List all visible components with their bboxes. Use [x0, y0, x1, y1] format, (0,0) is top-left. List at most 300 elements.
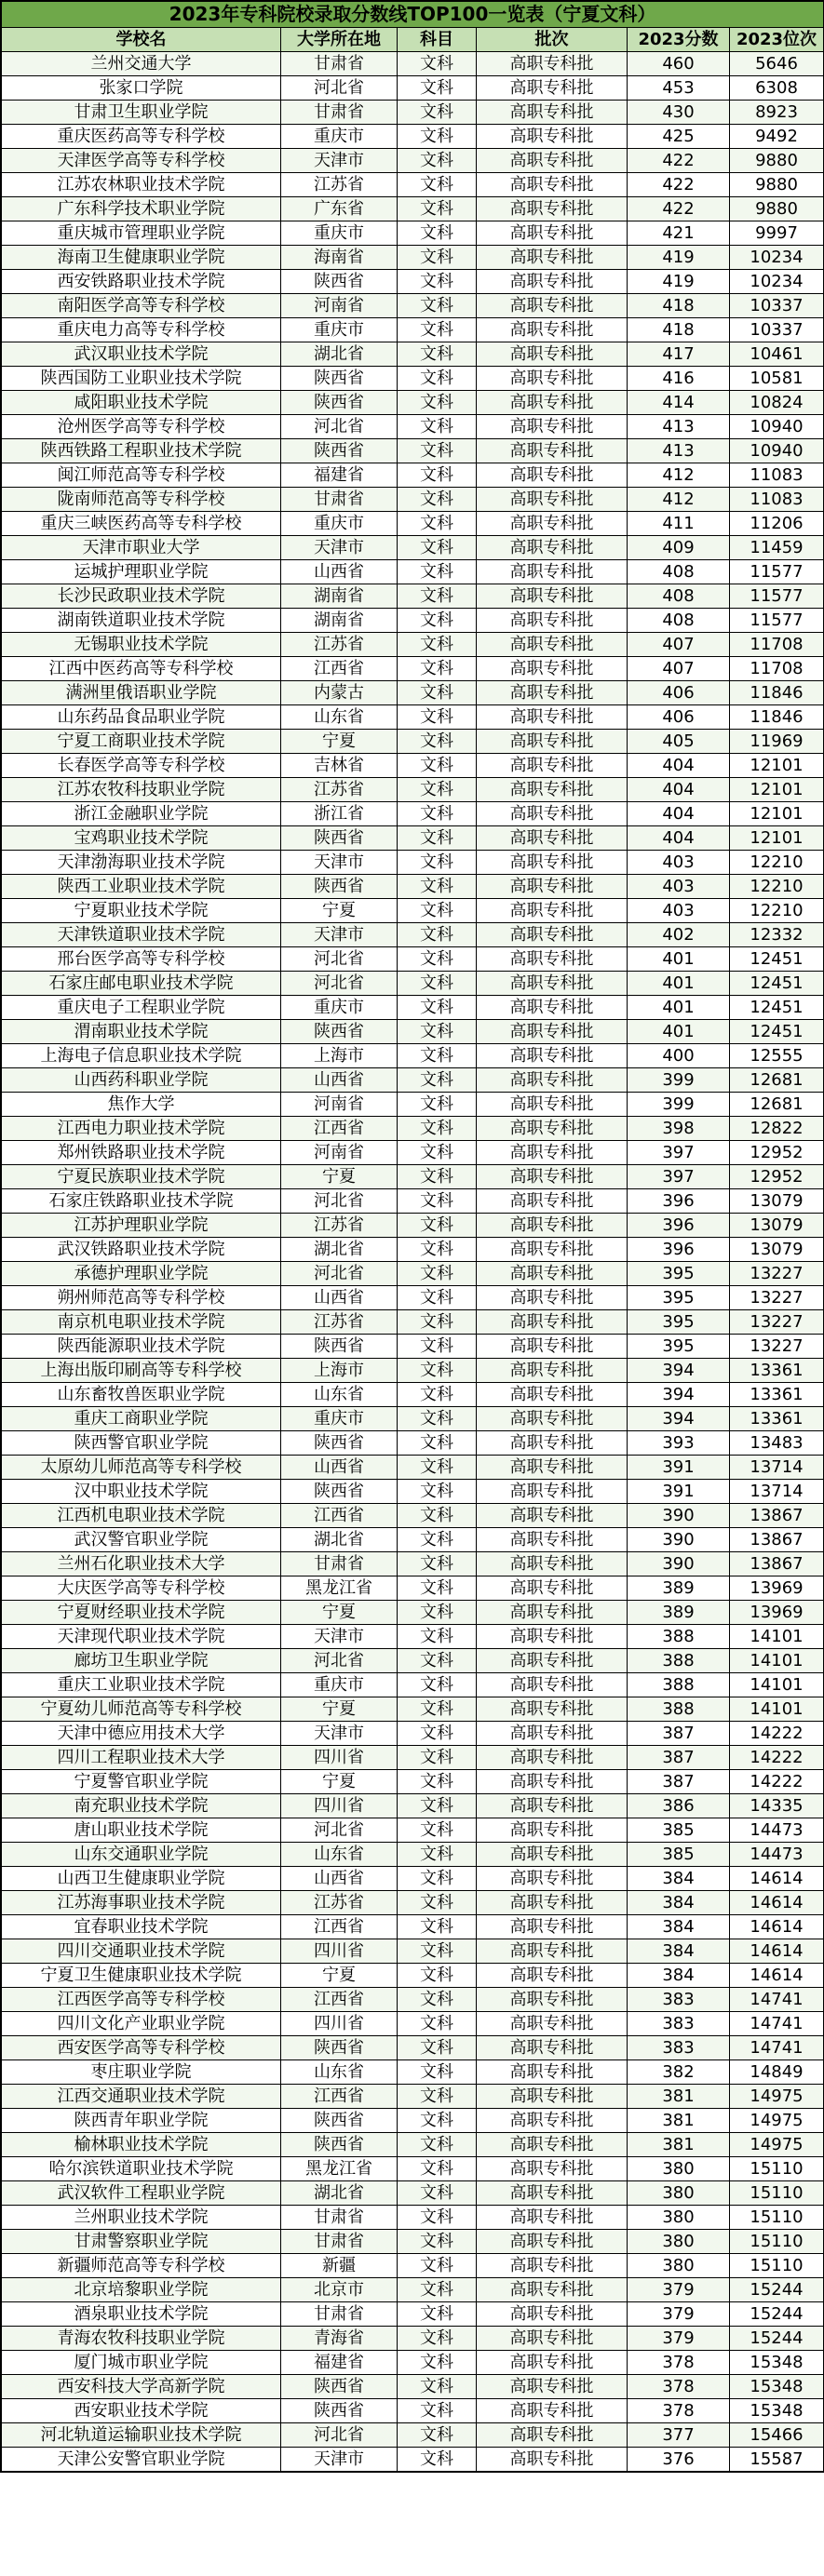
- rank-cell: 12681: [730, 1068, 824, 1093]
- batch-cell: 高职专科批: [477, 1189, 628, 1214]
- subject-cell: 文科: [398, 415, 477, 439]
- rank-cell: 9997: [730, 221, 824, 246]
- rank-cell: 13969: [730, 1601, 824, 1625]
- batch-cell: 高职专科批: [477, 1480, 628, 1504]
- score-cell: 408: [628, 560, 730, 584]
- location-cell: 湖北省: [281, 1528, 398, 1552]
- batch-cell: 高职专科批: [477, 2254, 628, 2278]
- school-name-cell: 山西卫生健康职业学院: [2, 1867, 281, 1891]
- score-cell: 384: [628, 1964, 730, 1988]
- batch-cell: 高职专科批: [477, 367, 628, 391]
- batch-cell: 高职专科批: [477, 2278, 628, 2302]
- rank-cell: 11846: [730, 705, 824, 730]
- subject-cell: 文科: [398, 1165, 477, 1189]
- rank-cell: 12210: [730, 899, 824, 923]
- location-cell: 陕西省: [281, 875, 398, 899]
- subject-cell: 文科: [398, 2448, 477, 2472]
- subject-cell: 文科: [398, 657, 477, 681]
- subject-cell: 文科: [398, 705, 477, 730]
- rank-cell: 9492: [730, 125, 824, 149]
- rank-cell: 11083: [730, 463, 824, 488]
- school-name-cell: 沧州医学高等专科学校: [2, 415, 281, 439]
- school-name-cell: 兰州交通大学: [2, 52, 281, 76]
- batch-cell: 高职专科批: [477, 1359, 628, 1383]
- subject-cell: 文科: [398, 52, 477, 76]
- batch-cell: 高职专科批: [477, 2375, 628, 2399]
- table-row: [2, 2302, 824, 2327]
- rank-cell: 13361: [730, 1407, 824, 1431]
- location-cell: 陕西省: [281, 1431, 398, 1456]
- table-row: [2, 875, 824, 899]
- location-cell: 重庆市: [281, 1407, 398, 1431]
- batch-cell: 高职专科批: [477, 52, 628, 76]
- batch-cell: 高职专科批: [477, 512, 628, 536]
- table-row: [2, 149, 824, 173]
- batch-cell: 高职专科批: [477, 1625, 628, 1649]
- subject-cell: 文科: [398, 2423, 477, 2448]
- batch-cell: 高职专科批: [477, 1310, 628, 1335]
- school-name-cell: 承德护理职业学院: [2, 1262, 281, 1286]
- table-row: [2, 1214, 824, 1238]
- table-row: [2, 246, 824, 270]
- location-cell: 河北省: [281, 972, 398, 996]
- score-cell: 393: [628, 1431, 730, 1456]
- location-cell: 江苏省: [281, 173, 398, 197]
- school-name-cell: 武汉职业技术学院: [2, 342, 281, 367]
- batch-cell: 高职专科批: [477, 1093, 628, 1117]
- location-cell: 江西省: [281, 1117, 398, 1141]
- batch-cell: 高职专科批: [477, 101, 628, 125]
- score-table: [1, 1, 824, 2472]
- rank-cell: 12101: [730, 778, 824, 802]
- score-cell: 406: [628, 681, 730, 705]
- school-name-cell: 江西机电职业技术学院: [2, 1504, 281, 1528]
- batch-cell: 高职专科批: [477, 2085, 628, 2109]
- location-cell: 宁夏: [281, 730, 398, 754]
- rank-cell: 11459: [730, 536, 824, 560]
- header-location: 大学所在地: [281, 28, 398, 52]
- rank-cell: 11708: [730, 657, 824, 681]
- table-row: [2, 318, 824, 342]
- subject-cell: 文科: [398, 2327, 477, 2351]
- batch-cell: 高职专科批: [477, 875, 628, 899]
- subject-cell: 文科: [398, 1359, 477, 1383]
- location-cell: 浙江省: [281, 802, 398, 826]
- location-cell: 湖南省: [281, 584, 398, 609]
- batch-cell: 高职专科批: [477, 1335, 628, 1359]
- batch-cell: 高职专科批: [477, 2036, 628, 2060]
- batch-cell: 高职专科批: [477, 2206, 628, 2230]
- location-cell: 江西省: [281, 2085, 398, 2109]
- score-cell: 396: [628, 1189, 730, 1214]
- location-cell: 江西省: [281, 657, 398, 681]
- rank-cell: 15110: [730, 2230, 824, 2254]
- rank-cell: 15348: [730, 2375, 824, 2399]
- score-cell: 386: [628, 1794, 730, 1818]
- school-name-cell: 宝鸡职业技术学院: [2, 826, 281, 851]
- table-row: [2, 1552, 824, 1576]
- school-name-cell: 重庆电子工程职业学院: [2, 996, 281, 1020]
- score-cell: 396: [628, 1214, 730, 1238]
- subject-cell: 文科: [398, 633, 477, 657]
- school-name-cell: 南充职业技术学院: [2, 1794, 281, 1818]
- table-row: [2, 1504, 824, 1528]
- location-cell: 黑龙江省: [281, 2157, 398, 2181]
- location-cell: 湖北省: [281, 1238, 398, 1262]
- score-cell: 398: [628, 1117, 730, 1141]
- subject-cell: 文科: [398, 802, 477, 826]
- subject-cell: 文科: [398, 1649, 477, 1673]
- rank-cell: 15110: [730, 2181, 824, 2206]
- score-cell: 407: [628, 633, 730, 657]
- school-name-cell: 湖南铁道职业技术学院: [2, 609, 281, 633]
- location-cell: 海南省: [281, 246, 398, 270]
- table-row: [2, 52, 824, 76]
- table-row: [2, 1673, 824, 1697]
- table-row: [2, 2375, 824, 2399]
- table-row: [2, 996, 824, 1020]
- rank-cell: 13079: [730, 1214, 824, 1238]
- rank-cell: 14101: [730, 1649, 824, 1673]
- location-cell: 陕西省: [281, 2133, 398, 2157]
- batch-cell: 高职专科批: [477, 1722, 628, 1746]
- batch-cell: 高职专科批: [477, 1456, 628, 1480]
- score-cell: 387: [628, 1722, 730, 1746]
- location-cell: 江苏省: [281, 1891, 398, 1915]
- score-cell: 421: [628, 221, 730, 246]
- location-cell: 湖南省: [281, 609, 398, 633]
- batch-cell: 高职专科批: [477, 415, 628, 439]
- school-name-cell: 新疆师范高等专科学校: [2, 2254, 281, 2278]
- table-row: [2, 778, 824, 802]
- school-name-cell: 大庆医学高等专科学校: [2, 1576, 281, 1601]
- batch-cell: 高职专科批: [477, 1504, 628, 1528]
- score-cell: 383: [628, 2036, 730, 2060]
- batch-cell: 高职专科批: [477, 899, 628, 923]
- school-name-cell: 宁夏卫生健康职业技术学院: [2, 1964, 281, 1988]
- subject-cell: 文科: [398, 512, 477, 536]
- table-row: [2, 197, 824, 221]
- score-cell: 378: [628, 2351, 730, 2375]
- location-cell: 江苏省: [281, 1310, 398, 1335]
- rank-cell: 10824: [730, 391, 824, 415]
- school-name-cell: 武汉铁路职业技术学院: [2, 1238, 281, 1262]
- score-cell: 387: [628, 1770, 730, 1794]
- location-cell: 宁夏: [281, 1770, 398, 1794]
- score-cell: 401: [628, 1020, 730, 1044]
- rank-cell: 13227: [730, 1335, 824, 1359]
- subject-cell: 文科: [398, 1117, 477, 1141]
- subject-cell: 文科: [398, 1697, 477, 1722]
- batch-cell: 高职专科批: [477, 560, 628, 584]
- rank-cell: 13969: [730, 1576, 824, 1601]
- subject-cell: 文科: [398, 221, 477, 246]
- school-name-cell: 天津公安警官职业学院: [2, 2448, 281, 2472]
- subject-cell: 文科: [398, 1891, 477, 1915]
- table-row: [2, 2036, 824, 2060]
- header-row: [2, 28, 824, 52]
- rank-cell: 10581: [730, 367, 824, 391]
- batch-cell: 高职专科批: [477, 1214, 628, 1238]
- subject-cell: 文科: [398, 318, 477, 342]
- batch-cell: 高职专科批: [477, 1528, 628, 1552]
- subject-cell: 文科: [398, 2399, 477, 2423]
- table-row: [2, 2448, 824, 2472]
- table-row: [2, 2327, 824, 2351]
- location-cell: 河北省: [281, 1649, 398, 1673]
- school-name-cell: 四川文化产业职业学院: [2, 2012, 281, 2036]
- location-cell: 河南省: [281, 1093, 398, 1117]
- location-cell: 山西省: [281, 1286, 398, 1310]
- batch-cell: 高职专科批: [477, 1552, 628, 1576]
- subject-cell: 文科: [398, 1673, 477, 1697]
- subject-cell: 文科: [398, 875, 477, 899]
- subject-cell: 文科: [398, 488, 477, 512]
- score-cell: 390: [628, 1504, 730, 1528]
- rank-cell: 14614: [730, 1964, 824, 1988]
- batch-cell: 高职专科批: [477, 1673, 628, 1697]
- table-row: [2, 1141, 824, 1165]
- subject-cell: 文科: [398, 1189, 477, 1214]
- batch-cell: 高职专科批: [477, 1068, 628, 1093]
- subject-cell: 文科: [398, 2351, 477, 2375]
- subject-cell: 文科: [398, 2302, 477, 2327]
- batch-cell: 高职专科批: [477, 2133, 628, 2157]
- table-row: [2, 1117, 824, 1141]
- table-row: [2, 221, 824, 246]
- score-cell: 399: [628, 1068, 730, 1093]
- subject-cell: 文科: [398, 1843, 477, 1867]
- score-cell: 382: [628, 2060, 730, 2085]
- table-row: [2, 1310, 824, 1335]
- batch-cell: 高职专科批: [477, 2448, 628, 2472]
- score-cell: 379: [628, 2302, 730, 2327]
- table-row: [2, 1431, 824, 1456]
- batch-cell: 高职专科批: [477, 76, 628, 101]
- batch-cell: 高职专科批: [477, 488, 628, 512]
- location-cell: 河南省: [281, 294, 398, 318]
- school-name-cell: 江西电力职业技术学院: [2, 1117, 281, 1141]
- location-cell: 河北省: [281, 76, 398, 101]
- rank-cell: 14222: [730, 1722, 824, 1746]
- table-row: [2, 2351, 824, 2375]
- table-row: [2, 367, 824, 391]
- location-cell: 山西省: [281, 1867, 398, 1891]
- school-name-cell: 西安职业技术学院: [2, 2399, 281, 2423]
- table-row: [2, 1891, 824, 1915]
- table-row: [2, 754, 824, 778]
- school-name-cell: 榆林职业技术学院: [2, 2133, 281, 2157]
- score-cell: 408: [628, 609, 730, 633]
- school-name-cell: 宜春职业技术学院: [2, 1915, 281, 1939]
- school-name-cell: 西安医学高等专科学校: [2, 2036, 281, 2060]
- school-name-cell: 重庆三峡医药高等专科学校: [2, 512, 281, 536]
- location-cell: 河北省: [281, 947, 398, 972]
- subject-cell: 文科: [398, 1915, 477, 1939]
- table-row: [2, 1867, 824, 1891]
- batch-cell: 高职专科批: [477, 246, 628, 270]
- table-row: [2, 342, 824, 367]
- school-name-cell: 宁夏警官职业学院: [2, 1770, 281, 1794]
- table-row: [2, 802, 824, 826]
- score-cell: 396: [628, 1238, 730, 1262]
- rank-cell: 14222: [730, 1770, 824, 1794]
- rank-cell: 12101: [730, 802, 824, 826]
- batch-cell: 高职专科批: [477, 996, 628, 1020]
- rank-cell: 12451: [730, 972, 824, 996]
- school-name-cell: 江西交通职业技术学院: [2, 2085, 281, 2109]
- rank-cell: 13714: [730, 1480, 824, 1504]
- batch-cell: 高职专科批: [477, 1407, 628, 1431]
- location-cell: 重庆市: [281, 1673, 398, 1697]
- rank-cell: 10234: [730, 270, 824, 294]
- subject-cell: 文科: [398, 1262, 477, 1286]
- batch-cell: 高职专科批: [477, 1262, 628, 1286]
- score-cell: 378: [628, 2375, 730, 2399]
- score-cell: 384: [628, 1867, 730, 1891]
- table-row: [2, 633, 824, 657]
- table-row: [2, 2254, 824, 2278]
- score-cell: 425: [628, 125, 730, 149]
- subject-cell: 文科: [398, 2012, 477, 2036]
- location-cell: 陕西省: [281, 1335, 398, 1359]
- school-name-cell: 石家庄铁路职业技术学院: [2, 1189, 281, 1214]
- table-row: [2, 2133, 824, 2157]
- header-subject: 科目: [398, 28, 477, 52]
- score-cell: 409: [628, 536, 730, 560]
- batch-cell: 高职专科批: [477, 1818, 628, 1843]
- batch-cell: 高职专科批: [477, 972, 628, 996]
- school-name-cell: 兰州石化职业技术大学: [2, 1552, 281, 1576]
- school-name-cell: 宁夏职业技术学院: [2, 899, 281, 923]
- rank-cell: 12451: [730, 996, 824, 1020]
- table-row: [2, 2399, 824, 2423]
- rank-cell: 11577: [730, 584, 824, 609]
- batch-cell: 高职专科批: [477, 1843, 628, 1867]
- subject-cell: 文科: [398, 2157, 477, 2181]
- subject-cell: 文科: [398, 2060, 477, 2085]
- batch-cell: 高职专科批: [477, 584, 628, 609]
- score-cell: 395: [628, 1262, 730, 1286]
- score-cell: 395: [628, 1286, 730, 1310]
- score-cell: 418: [628, 318, 730, 342]
- rank-cell: 14614: [730, 1915, 824, 1939]
- rank-cell: 11206: [730, 512, 824, 536]
- score-cell: 390: [628, 1528, 730, 1552]
- table-row: [2, 391, 824, 415]
- score-cell: 377: [628, 2423, 730, 2448]
- table-row: [2, 488, 824, 512]
- score-cell: 413: [628, 439, 730, 463]
- rank-cell: 15348: [730, 2351, 824, 2375]
- school-name-cell: 闽江师范高等专科学校: [2, 463, 281, 488]
- rank-cell: 13867: [730, 1504, 824, 1528]
- score-cell: 383: [628, 1988, 730, 2012]
- rank-cell: 15244: [730, 2302, 824, 2327]
- batch-cell: 高职专科批: [477, 1020, 628, 1044]
- score-cell: 391: [628, 1480, 730, 1504]
- batch-cell: 高职专科批: [477, 270, 628, 294]
- subject-cell: 文科: [398, 1093, 477, 1117]
- rank-cell: 10940: [730, 415, 824, 439]
- batch-cell: 高职专科批: [477, 2327, 628, 2351]
- subject-cell: 文科: [398, 1939, 477, 1964]
- subject-cell: 文科: [398, 197, 477, 221]
- rank-cell: 9880: [730, 173, 824, 197]
- rank-cell: 11708: [730, 633, 824, 657]
- score-cell: 400: [628, 1044, 730, 1068]
- table-row: [2, 1044, 824, 1068]
- location-cell: 山东省: [281, 1383, 398, 1407]
- subject-cell: 文科: [398, 1407, 477, 1431]
- subject-cell: 文科: [398, 996, 477, 1020]
- subject-cell: 文科: [398, 923, 477, 947]
- subject-cell: 文科: [398, 149, 477, 173]
- location-cell: 福建省: [281, 463, 398, 488]
- school-name-cell: 天津现代职业技术学院: [2, 1625, 281, 1649]
- location-cell: 江西省: [281, 1988, 398, 2012]
- location-cell: 甘肃省: [281, 2206, 398, 2230]
- score-cell: 380: [628, 2181, 730, 2206]
- school-name-cell: 酒泉职业技术学院: [2, 2302, 281, 2327]
- location-cell: 陕西省: [281, 1480, 398, 1504]
- score-cell: 413: [628, 415, 730, 439]
- header-score: 2023分数: [628, 28, 730, 52]
- subject-cell: 文科: [398, 1770, 477, 1794]
- batch-cell: 高职专科批: [477, 391, 628, 415]
- table-row: [2, 2278, 824, 2302]
- batch-cell: 高职专科批: [477, 2230, 628, 2254]
- rank-cell: 9880: [730, 149, 824, 173]
- score-cell: 419: [628, 246, 730, 270]
- rank-cell: 14614: [730, 1939, 824, 1964]
- table-row: [2, 1528, 824, 1552]
- subject-cell: 文科: [398, 1601, 477, 1625]
- subject-cell: 文科: [398, 1504, 477, 1528]
- rank-cell: 14975: [730, 2109, 824, 2133]
- location-cell: 上海市: [281, 1359, 398, 1383]
- school-name-cell: 郑州铁路职业技术学院: [2, 1141, 281, 1165]
- location-cell: 河北省: [281, 1262, 398, 1286]
- school-name-cell: 陕西工业职业技术学院: [2, 875, 281, 899]
- score-cell: 381: [628, 2133, 730, 2157]
- subject-cell: 文科: [398, 609, 477, 633]
- table-row: [2, 1262, 824, 1286]
- rank-cell: 10461: [730, 342, 824, 367]
- school-name-cell: 宁夏财经职业技术学院: [2, 1601, 281, 1625]
- school-name-cell: 重庆城市管理职业学院: [2, 221, 281, 246]
- rank-cell: 13867: [730, 1552, 824, 1576]
- school-name-cell: 上海电子信息职业技术学院: [2, 1044, 281, 1068]
- rank-cell: 12210: [730, 851, 824, 875]
- table-row: [2, 1407, 824, 1431]
- batch-cell: 高职专科批: [477, 826, 628, 851]
- location-cell: 山东省: [281, 1843, 398, 1867]
- score-cell: 404: [628, 802, 730, 826]
- batch-cell: 高职专科批: [477, 1964, 628, 1988]
- school-name-cell: 天津市职业大学: [2, 536, 281, 560]
- table-row: [2, 125, 824, 149]
- batch-cell: 高职专科批: [477, 1988, 628, 2012]
- rank-cell: 14101: [730, 1625, 824, 1649]
- location-cell: 天津市: [281, 536, 398, 560]
- table-body: [2, 52, 824, 2472]
- score-cell: 384: [628, 1939, 730, 1964]
- table-row: [2, 584, 824, 609]
- school-name-cell: 西安铁路职业技术学院: [2, 270, 281, 294]
- location-cell: 湖北省: [281, 342, 398, 367]
- score-cell: 397: [628, 1165, 730, 1189]
